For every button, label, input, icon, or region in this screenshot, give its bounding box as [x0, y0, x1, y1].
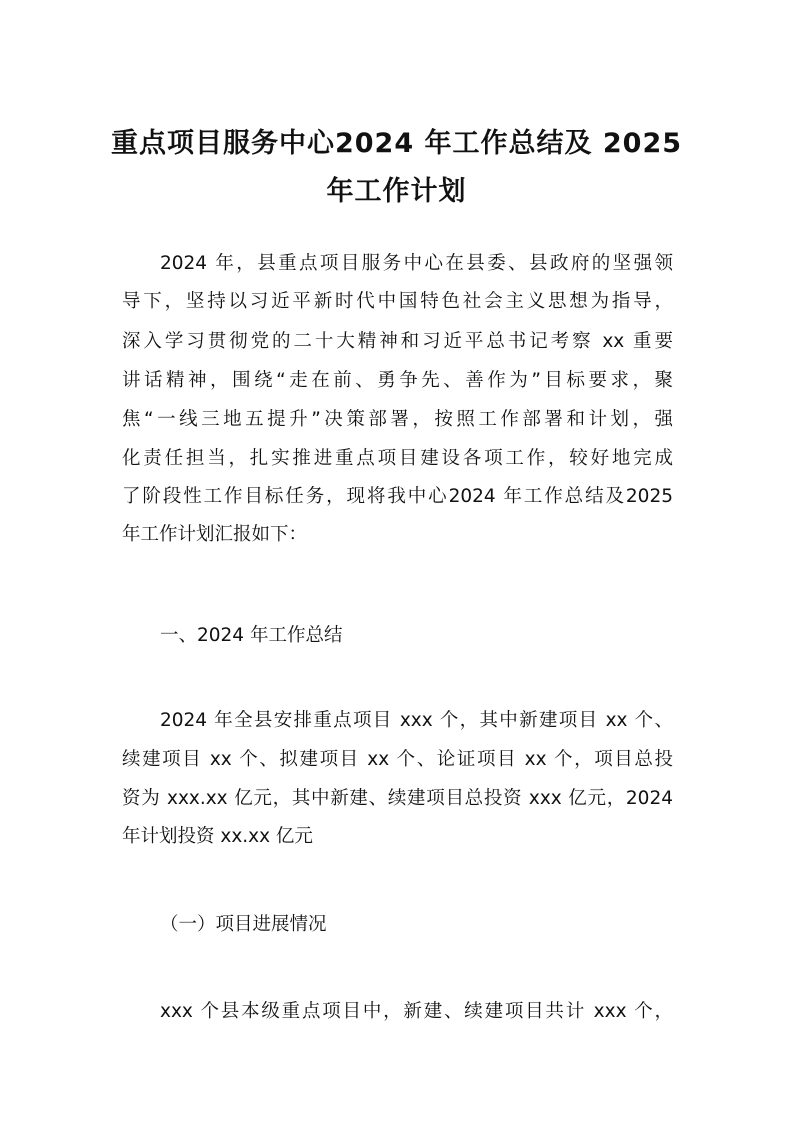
section-paragraph-line: 续建项目 xx 个、拟建项目 xx 个、论证项目 xx 个，项目总投 — [122, 749, 673, 770]
subsection-heading: （一）项目进展情况 — [160, 914, 327, 935]
section-heading: 一、2024 年工作总结 — [160, 625, 343, 646]
intro-paragraph-line: 深入学习贯彻党的二十大精神和习近平总书记考察 xx 重要 — [122, 331, 673, 352]
section-paragraph-line: 年计划投资 xx.xx 亿元 — [122, 826, 313, 847]
document-title-line-1: 重点项目服务中心2024 年工作总结及 2025 — [110, 128, 683, 159]
intro-paragraph-line: 化责任担当，扎实推进重点项目建设各项工作，较好地完成 — [122, 448, 673, 469]
document-title-line-2: 年工作计划 — [326, 176, 467, 207]
intro-paragraph-line: 导下，坚持以习近平新时代中国特色社会主义思想为指导， — [122, 291, 673, 312]
intro-paragraph-line: 年工作计划汇报如下： — [122, 524, 308, 545]
section-paragraph-line: 资为 xxx.xx 亿元，其中新建、续建项目总投资 xxx 亿元，2024 — [122, 788, 673, 809]
intro-paragraph-line: 了阶段性工作目标任务，现将我中心2024 年工作总结及2025 — [122, 486, 673, 507]
subsection-paragraph-line: xxx 个县本级重点项目中，新建、续建项目共计 xxx 个， — [160, 1001, 673, 1022]
intro-paragraph-line: 讲话精神，围绕“走在前、勇争先、善作为”目标要求，聚 — [122, 370, 673, 391]
intro-paragraph-line: 2024 年，县重点项目服务中心在县委、县政府的坚强领 — [160, 253, 673, 274]
intro-paragraph-line: 焦“一线三地五提升”决策部署，按照工作部署和计划，强 — [122, 409, 673, 430]
section-paragraph-line: 2024 年全县安排重点项目 xxx 个，其中新建项目 xx 个、 — [160, 710, 673, 731]
